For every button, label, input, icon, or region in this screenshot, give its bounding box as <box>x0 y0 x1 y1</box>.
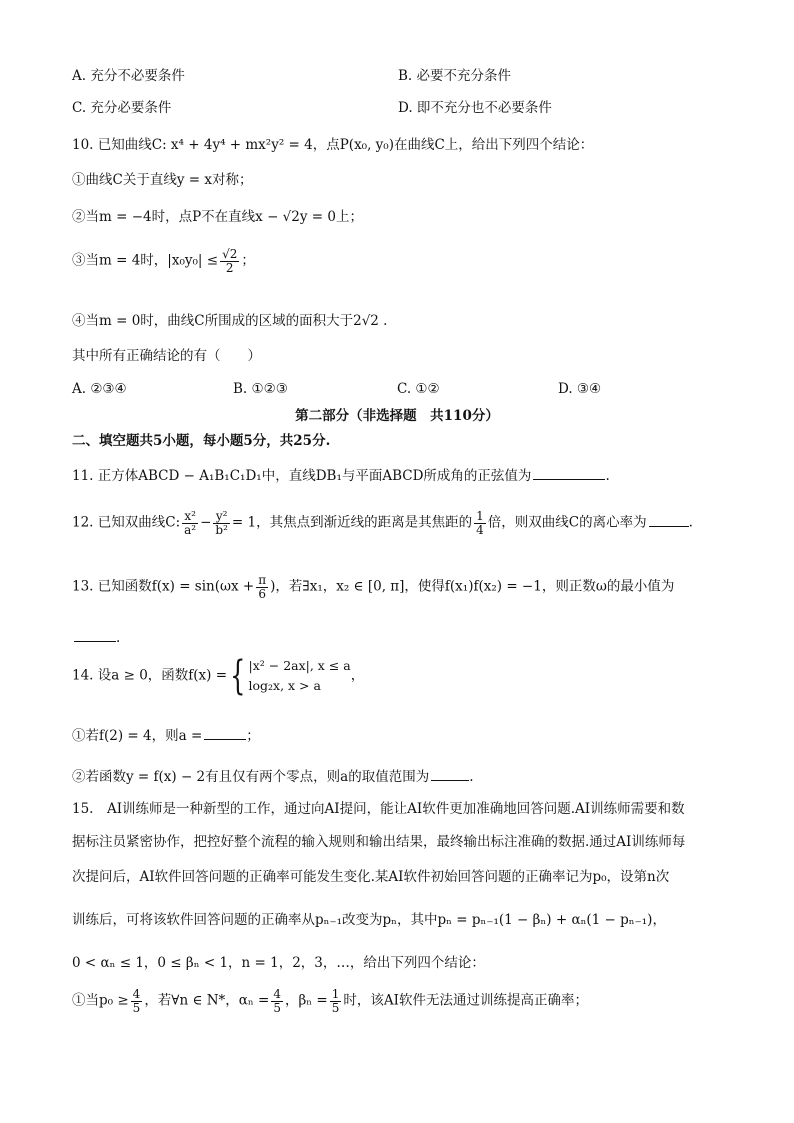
q15-line-5: 0 < αₙ ≤ 1，0 ≤ βₙ < 1，n = 1，2，3，…，给出下列四个结论： <box>72 955 485 971</box>
q9-option-a: A. 充分不必要条件 <box>72 68 185 84</box>
part2-title: 第二部分（非选择题 共110分） <box>295 408 499 424</box>
q14-p1-blank <box>204 726 246 740</box>
q10-conclusion-3 <box>72 248 255 274</box>
fraction-numerator: 1 <box>476 509 484 523</box>
fraction-denominator: 2 <box>225 260 234 275</box>
fraction-denominator: a² <box>184 522 197 537</box>
case-2: log₂x, x > a <box>248 678 321 693</box>
fraction-denominator: 6 <box>258 586 266 601</box>
fraction-denominator: 5 <box>132 1000 141 1015</box>
q10-prompt: 其中所有正确结论的有（ ） <box>72 348 261 364</box>
q10-conclusion-4: ④当m = 0时，曲线C所围成的区域的面积大于2√2 . <box>72 313 388 329</box>
case-1: |x² − 2ax|, x ≤ a <box>248 658 351 673</box>
q13-right: )，若∃x₁，x₂ ∈ [0, π]，使得f(x₁)f(x₂) = −1，则正数ω的最小值为 <box>270 578 675 595</box>
q10-stem: 10. 已知曲线C: x⁴ + 4y⁴ + mx²y² = 4，点P(x₀, y₀)在曲线C上，给出下列四个结论： <box>72 137 594 153</box>
q13-answer-blank <box>74 628 116 642</box>
fraction <box>182 510 198 536</box>
q14-part1 <box>72 726 260 744</box>
q11-text: 11. 正方体ABCD − A₁B₁C₁D₁中，直线DB₁与平面ABCD所成角的正弦值为 <box>72 468 532 484</box>
q14-p1-text: ①若f(2) = 4，则a = <box>72 728 203 744</box>
q12-answer-blank <box>649 513 689 527</box>
fraction-numerator: π <box>258 573 267 587</box>
piecewise-cases <box>249 656 351 696</box>
q13-end: . <box>116 630 121 646</box>
q9-option-d: D. 即不充分也不必要条件 <box>398 100 552 116</box>
fraction-numerator: y² <box>213 510 230 524</box>
fraction <box>256 574 268 600</box>
q15-line-3: 次提问后，AI软件回答问题的正确率可能发生变化.某AI软件初始回答问题的正确率记为p₀，设第n次 <box>72 869 670 885</box>
q12 <box>72 510 693 536</box>
brace-icon: { <box>230 653 246 699</box>
q14-left: 14. 设a ≥ 0，函数f(x) = <box>72 667 228 684</box>
q11 <box>72 466 610 484</box>
q15-line-1: 15. AI训练师是一种新型的工作，通过向AI提问，能让AI软件更加准确地回答问题.AI训练师需要和数 <box>72 801 685 817</box>
fraction-denominator: 4 <box>476 522 484 537</box>
q12-left: 12. 已知双曲线C: <box>72 514 181 531</box>
q9-option-c: C. 充分必要条件 <box>72 100 172 116</box>
fraction <box>330 988 342 1014</box>
fraction-denominator: 5 <box>273 1000 281 1015</box>
q15-line-4: 训练后，可将该软件回答问题的正确率从pₙ₋₁改变为pₙ，其中pₙ = pₙ₋₁(1 − βₙ) + αₙ(1 − pₙ₋₁)， <box>72 912 666 928</box>
q15-line-2: 据标注员紧密协作，把控好整个流程的输入规则和输出结果，最终输出标注准确的数据.通过AI训练师每 <box>72 834 686 850</box>
fraction-numerator: x² <box>182 510 198 524</box>
q12-right: 倍，则双曲线C的离心率为 <box>487 514 647 531</box>
q10-c3-left: ③当m = 4时，|x₀y₀| ≤ <box>72 252 219 269</box>
fraction <box>474 510 486 536</box>
fraction-numerator: 4 <box>273 987 281 1001</box>
q14 <box>72 653 365 699</box>
fraction <box>220 248 239 274</box>
q10-option-c: C. ①② <box>397 381 440 397</box>
fraction <box>271 988 283 1014</box>
q15-l6-b: ，若∀n ∈ N*，αₙ = <box>144 992 270 1009</box>
fraction <box>131 988 143 1014</box>
q10-option-a: A. ②③④ <box>72 381 127 397</box>
fraction-denominator: 5 <box>331 1000 340 1015</box>
q10-option-d: D. ③④ <box>558 381 602 397</box>
q11-answer-blank <box>533 466 605 480</box>
q14-right: ， <box>350 667 365 684</box>
q12-end: . <box>688 514 693 531</box>
q13-left: 13. 已知函数f(x) = sin(ωx + <box>72 578 255 595</box>
q13 <box>72 574 674 600</box>
q10-c3-right: ； <box>241 252 255 269</box>
q10-conclusion-2: ②当m = −4时，点P不在直线x − √2y = 0上； <box>72 209 363 225</box>
fraction-numerator: 1 <box>331 987 340 1001</box>
q14-p2-end: . <box>469 769 474 785</box>
fraction-numerator: √2 <box>222 247 238 261</box>
q15-l6-d: 时，该AI软件无法通过训练提高正确率； <box>343 992 588 1009</box>
q12-minus: − <box>200 514 212 531</box>
q13-line2 <box>72 628 120 646</box>
q14-p2-blank <box>431 767 469 781</box>
fraction <box>213 510 230 536</box>
q10-option-b: B. ①②③ <box>233 381 288 397</box>
q15-line-6 <box>72 988 588 1014</box>
q15-l6-c: ，βₙ = <box>285 992 328 1009</box>
fraction-numerator: 4 <box>132 987 141 1001</box>
q12-mid: = 1，其焦点到渐近线的距离是其焦距的 <box>231 514 473 531</box>
section2-title: 二、填空题共5小题，每小题5分，共25分. <box>72 433 331 449</box>
q15-l6-a: ①当p₀ ≥ <box>72 992 129 1009</box>
q14-p2-text: ②若函数y = f(x) − 2有且仅有两个零点，则a的取值范围为 <box>72 769 430 785</box>
q14-part2 <box>72 767 474 785</box>
fraction-denominator: b² <box>215 522 228 537</box>
q9-option-b: B. 必要不充分条件 <box>398 68 512 84</box>
q11-end: . <box>605 468 610 484</box>
q10-conclusion-1: ①曲线C关于直线y = x对称； <box>72 172 253 188</box>
q14-p1-end: ； <box>246 728 260 744</box>
